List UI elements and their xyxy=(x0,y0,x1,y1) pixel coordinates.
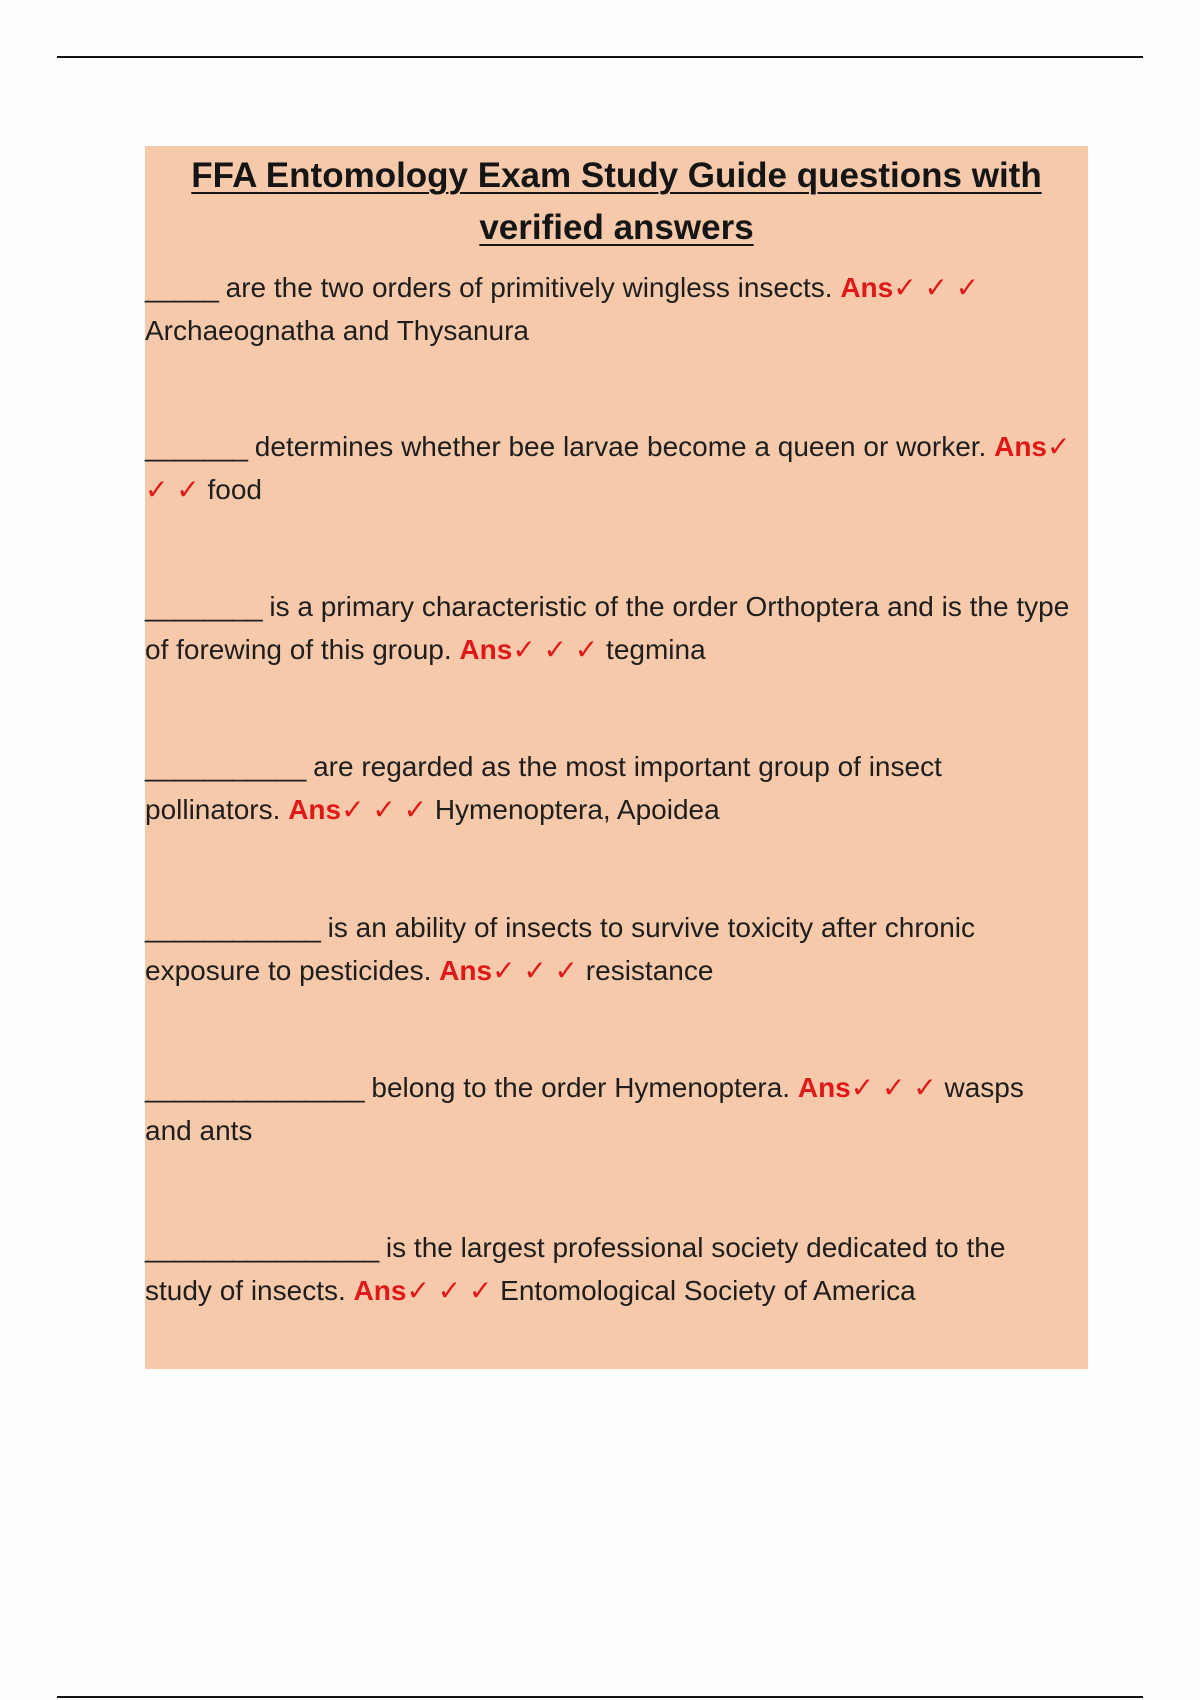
answer-text: wasps and ants xyxy=(145,1072,1024,1146)
header-rule xyxy=(57,56,1143,58)
answer-text: resistance xyxy=(578,955,714,986)
question-text: determines whether bee larvae become a queen or worker. xyxy=(247,431,995,462)
checkmarks-icon: ✓ ✓ ✓ xyxy=(512,634,599,665)
question-item-4 xyxy=(145,745,1075,831)
checkmarks-icon: ✓ ✓ ✓ xyxy=(145,431,1071,505)
checkmarks-icon: ✓ ✓ ✓ xyxy=(341,794,428,825)
answer-label: Ans xyxy=(459,634,513,665)
question-item-2 xyxy=(145,425,1075,511)
answer-label: Ans xyxy=(353,1275,407,1306)
study-guide-panel xyxy=(145,146,1088,1369)
answer-text: food xyxy=(199,474,262,505)
answer-blank: ____________ xyxy=(145,912,320,943)
answer-text: Entomological Society of America xyxy=(492,1275,916,1306)
answer-blank: _______________ xyxy=(145,1072,364,1103)
question-text: is the largest professional society dedicated to the study of insects. xyxy=(145,1232,1006,1306)
question-item-6 xyxy=(145,1066,1075,1152)
checkmarks-icon: ✓ ✓ ✓ xyxy=(893,272,980,303)
question-text: is a primary characteristic of the order Orthoptera and is the type of forewing of this group. xyxy=(145,591,1070,665)
checkmarks-icon: ✓ ✓ ✓ xyxy=(406,1275,493,1306)
answer-blank: ___________ xyxy=(145,751,306,782)
question-item-7 xyxy=(145,1226,1075,1312)
answer-label: Ans xyxy=(840,272,894,303)
question-text: is an ability of insects to survive toxicity after chronic exposure to pesticides. xyxy=(145,912,976,986)
question-item-3 xyxy=(145,585,1075,671)
answer-text: Hymenoptera, Apoidea xyxy=(427,794,720,825)
answer-label: Ans xyxy=(288,794,342,825)
checkmarks-icon: ✓ ✓ ✓ xyxy=(850,1072,937,1103)
question-item-5 xyxy=(145,906,1075,992)
answer-blank: ________ xyxy=(145,591,262,622)
answer-text: tegmina xyxy=(598,634,706,665)
answer-blank: _______ xyxy=(145,431,248,462)
answer-label: Ans xyxy=(439,955,493,986)
title-line-1: FFA Entomology Exam Study Guide questions with xyxy=(191,156,1042,195)
question-text: are the two orders of primitively wingless insects. xyxy=(217,272,841,303)
question-text: belong to the order Hymenoptera. xyxy=(363,1072,798,1103)
answer-label: Ans xyxy=(797,1072,851,1103)
checkmarks-icon: ✓ ✓ ✓ xyxy=(492,955,579,986)
answer-blank: _____ xyxy=(145,272,218,303)
answer-text: Archaeognatha and Thysanura xyxy=(145,315,529,346)
question-text: are regarded as the most important group of insect pollinators. xyxy=(145,751,942,825)
document-title xyxy=(145,146,1088,254)
answer-blank: ________________ xyxy=(145,1232,379,1263)
question-item-1 xyxy=(145,266,1075,352)
title-line-2: verified answers xyxy=(479,208,754,247)
answer-label: Ans xyxy=(994,431,1048,462)
footer-rule xyxy=(57,1696,1143,1698)
